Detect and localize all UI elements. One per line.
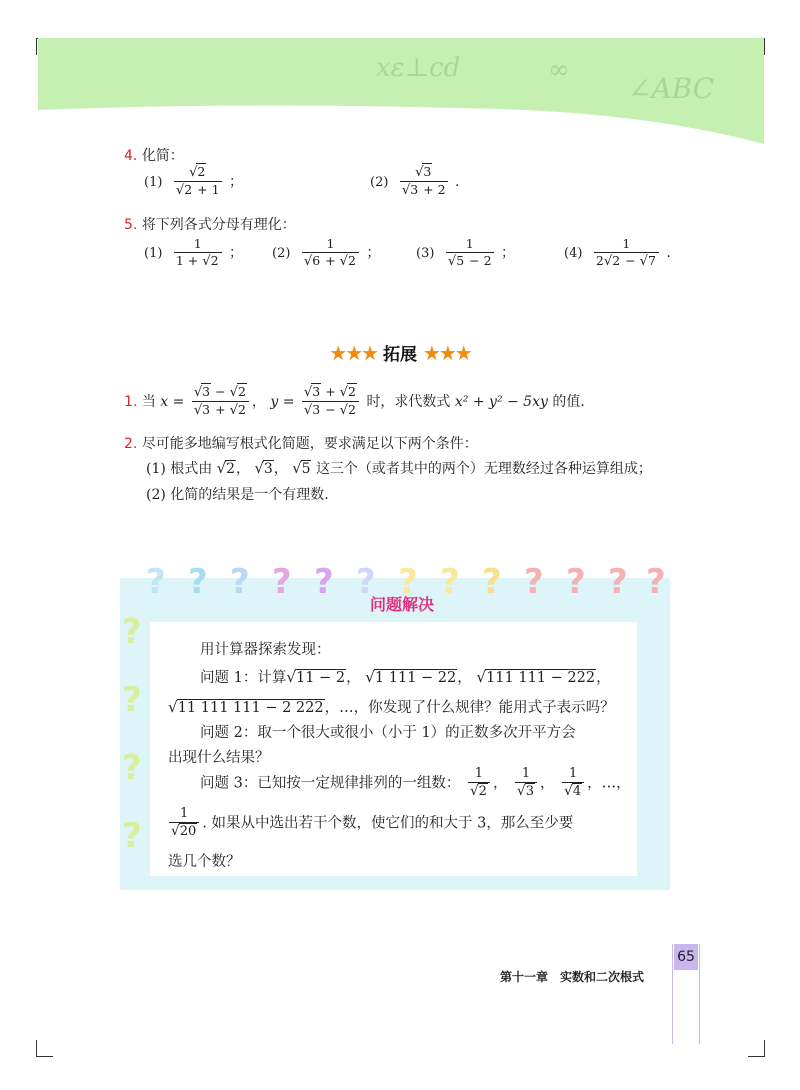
chapter-title: 第十一章 实数和二次根式	[500, 970, 645, 984]
question-mark-icon: ?	[566, 562, 586, 602]
question-mark-icon: ?	[272, 562, 292, 602]
question-mark-icon: ?	[398, 562, 418, 602]
extension-condition-2: (2) 化简的结果是一个有理数.	[146, 487, 329, 503]
problem-3-line-2: $\frac{1}{√20}$ . 如果从中选出若干个数，使它们的和大于 3，那么至少要	[171, 806, 574, 840]
question-mark-icon: ?	[314, 562, 334, 602]
problem-1-line-2: √11 111 111 − 2 222，…，你发现了什么规律？能用式子表示吗？	[168, 698, 615, 716]
question-mark-icon: ?	[122, 612, 142, 652]
extension-question-1: 1. 当 x = $\frac{√3 - √2}{√3 + √2}$ ， y = $\frac{√3 + √2}{√3 - √2}$ 时，求代数式 x² + y² − 5xy 的值.	[124, 384, 585, 419]
banner-text-2: ∞	[548, 55, 570, 85]
page-number: 65	[674, 944, 698, 970]
problem-3-line-3: 选几个数？	[168, 854, 241, 870]
exercise-4-part-1: (1) $\frac{√2}{√2 + 1}$ ；	[144, 164, 244, 199]
problem-1-line-1: 问题 1：计算√11 − 2， √1 111 − 22， √111 111 − 222，	[200, 668, 611, 686]
question-mark-icon: ?	[230, 562, 250, 602]
exercise-5-part-3: (3) $\frac{1}{√5 - 2}$ ；	[416, 236, 516, 269]
problem-solving-title: 问题解决	[370, 595, 435, 614]
exercise-5-part-2: (2) $\frac{1}{√6 + √2}$ ；	[272, 236, 381, 269]
problem-intro: 用计算器探索发现：	[200, 642, 331, 658]
question-mark-icon: ?	[146, 562, 166, 602]
question-mark-icon: ?	[122, 680, 142, 720]
extension-title: ★★★ 拓展 ★★★	[329, 341, 471, 365]
crop-mark-bottom-right	[748, 1040, 765, 1057]
problem-2-line-1: 问题 2：取一个很大或很小（小于 1）的正数多次开平方会	[200, 725, 576, 741]
question-mark-icon: ?	[440, 562, 460, 602]
question-mark-icon: ?	[646, 562, 666, 602]
question-mark-icon: ?	[482, 562, 502, 602]
exercise-5-part-1: (1) $\frac{1}{1 + √2}$ ；	[144, 236, 244, 269]
question-mark-icon: ?	[356, 562, 376, 602]
problem-3-line-1: 问题 3：已知按一定规律排列的一组数： $\frac{1}{√2}$ ， $\frac{1}{√3}$ ， $\frac{1}{√4}$ ，…，	[200, 766, 631, 800]
star-icons-left: ★★★	[329, 341, 378, 365]
question-mark-icon: ?	[188, 562, 208, 602]
question-mark-icon: ?	[122, 816, 142, 856]
banner-text-1: xε⊥cd	[376, 53, 461, 83]
crop-mark-bottom-left	[36, 1040, 53, 1057]
star-icons-right: ★★★	[422, 341, 471, 365]
header-banner	[38, 38, 764, 144]
exercise-5-heading: 5. 将下列各式分母有理化：	[124, 217, 296, 233]
question-mark-icon: ?	[524, 562, 544, 602]
extension-question-2: 2. 尽可能多地编写根式化简题，要求满足以下两个条件：	[124, 436, 478, 452]
exercise-4-part-2: (2) $\frac{√3}{√3 + 2}$ .	[370, 164, 460, 199]
problem-2-line-2: 出现什么结果？	[168, 750, 270, 766]
exercise-4-heading: 4. 化简：	[124, 148, 184, 164]
question-mark-icon: ?	[122, 748, 142, 788]
exercise-5-part-4: (4) $\frac{1}{2√2 - √7}$ .	[564, 236, 671, 269]
extension-condition-1: (1) 根式由 √2， √3， √5 这三个（或者其中的两个）无理数经过各种运算组成；	[146, 460, 652, 477]
question-mark-icon: ?	[608, 562, 628, 602]
banner-text-3: ∠ABC	[628, 72, 715, 105]
